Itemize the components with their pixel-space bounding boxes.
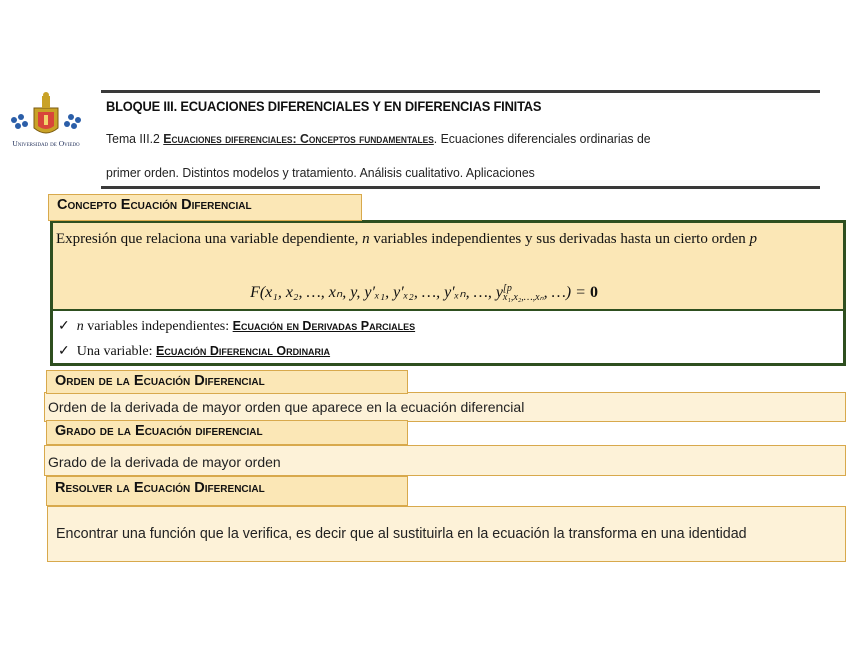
- check2-text: Una variable:: [76, 344, 157, 359]
- topic-rest: . Ecuaciones diferenciales ordinarias de: [433, 131, 651, 146]
- check-icon: ✓: [58, 319, 70, 334]
- link-partial-derivatives[interactable]: Ecuación en Derivadas Parciales: [232, 319, 416, 333]
- differential-equation-formula: [0, 282, 848, 302]
- topic-highlight: Ecuaciones diferenciales: Conceptos fundamentales: [163, 131, 434, 146]
- formula-zero: 0: [589, 284, 598, 301]
- grado-text: Grado de la derivada de mayor orden: [44, 445, 846, 476]
- section-title-grado: Grado de la Ecuación diferencial: [46, 420, 408, 445]
- university-name: Universidad de Oviedo: [12, 139, 80, 148]
- definition-text: [56, 227, 842, 252]
- formula-sup: [p: [502, 283, 512, 295]
- check-icon: ✓: [58, 344, 70, 359]
- section-title-orden: Orden de la Ecuación Diferencial: [46, 370, 408, 394]
- section-title-resolver: Resolver la Ecuación Diferencial: [46, 476, 408, 506]
- topic-line-2: primer orden. Distintos modelos y tratamiento. Análisis cualitativo. Aplicaciones: [106, 165, 535, 180]
- check-item-ordinary: [58, 343, 330, 360]
- formula-main: F(x₁, x₂, …, xₙ, y, y′ₓ₁, y′ₓ₂, …, y′ₓₙ, …, y: [250, 284, 503, 301]
- university-crest-icon: [4, 90, 88, 140]
- topic-line: [106, 131, 770, 146]
- resolver-text: Encontrar una función que la verifica, es decir que al sustituirla en la ecuación la transforma en una identidad: [47, 506, 846, 562]
- orden-text: Orden de la derivada de mayor orden que aparece en la ecuación diferencial: [44, 392, 846, 422]
- header-rule-bottom: [101, 186, 820, 189]
- formula-sub: x₁,x₂,…,xₙ: [502, 292, 544, 304]
- topic-prefix: Tema III.2: [106, 131, 160, 146]
- check1-text: variables independientes:: [83, 319, 233, 334]
- definition-start: Expresión que relaciona una variable dependiente,: [56, 231, 363, 247]
- header-rule-top: [101, 90, 820, 93]
- section-title-concepto: Concepto Ecuación Diferencial: [48, 194, 362, 221]
- block-title: BLOQUE III. ECUACIONES DIFERENCIALES Y EN DIFERENCIAS FINITAS: [106, 98, 542, 114]
- var-p: p: [749, 231, 758, 247]
- check-item-partial: [58, 318, 415, 335]
- check1-var: n: [76, 319, 84, 334]
- var-n: n: [362, 231, 370, 247]
- formula-end: , …) =: [543, 284, 590, 301]
- link-ordinary-equation[interactable]: Ecuación Diferencial Ordinaria: [156, 344, 331, 358]
- definition-mid: variables independientes y sus derivadas hasta un cierto orden: [369, 231, 750, 247]
